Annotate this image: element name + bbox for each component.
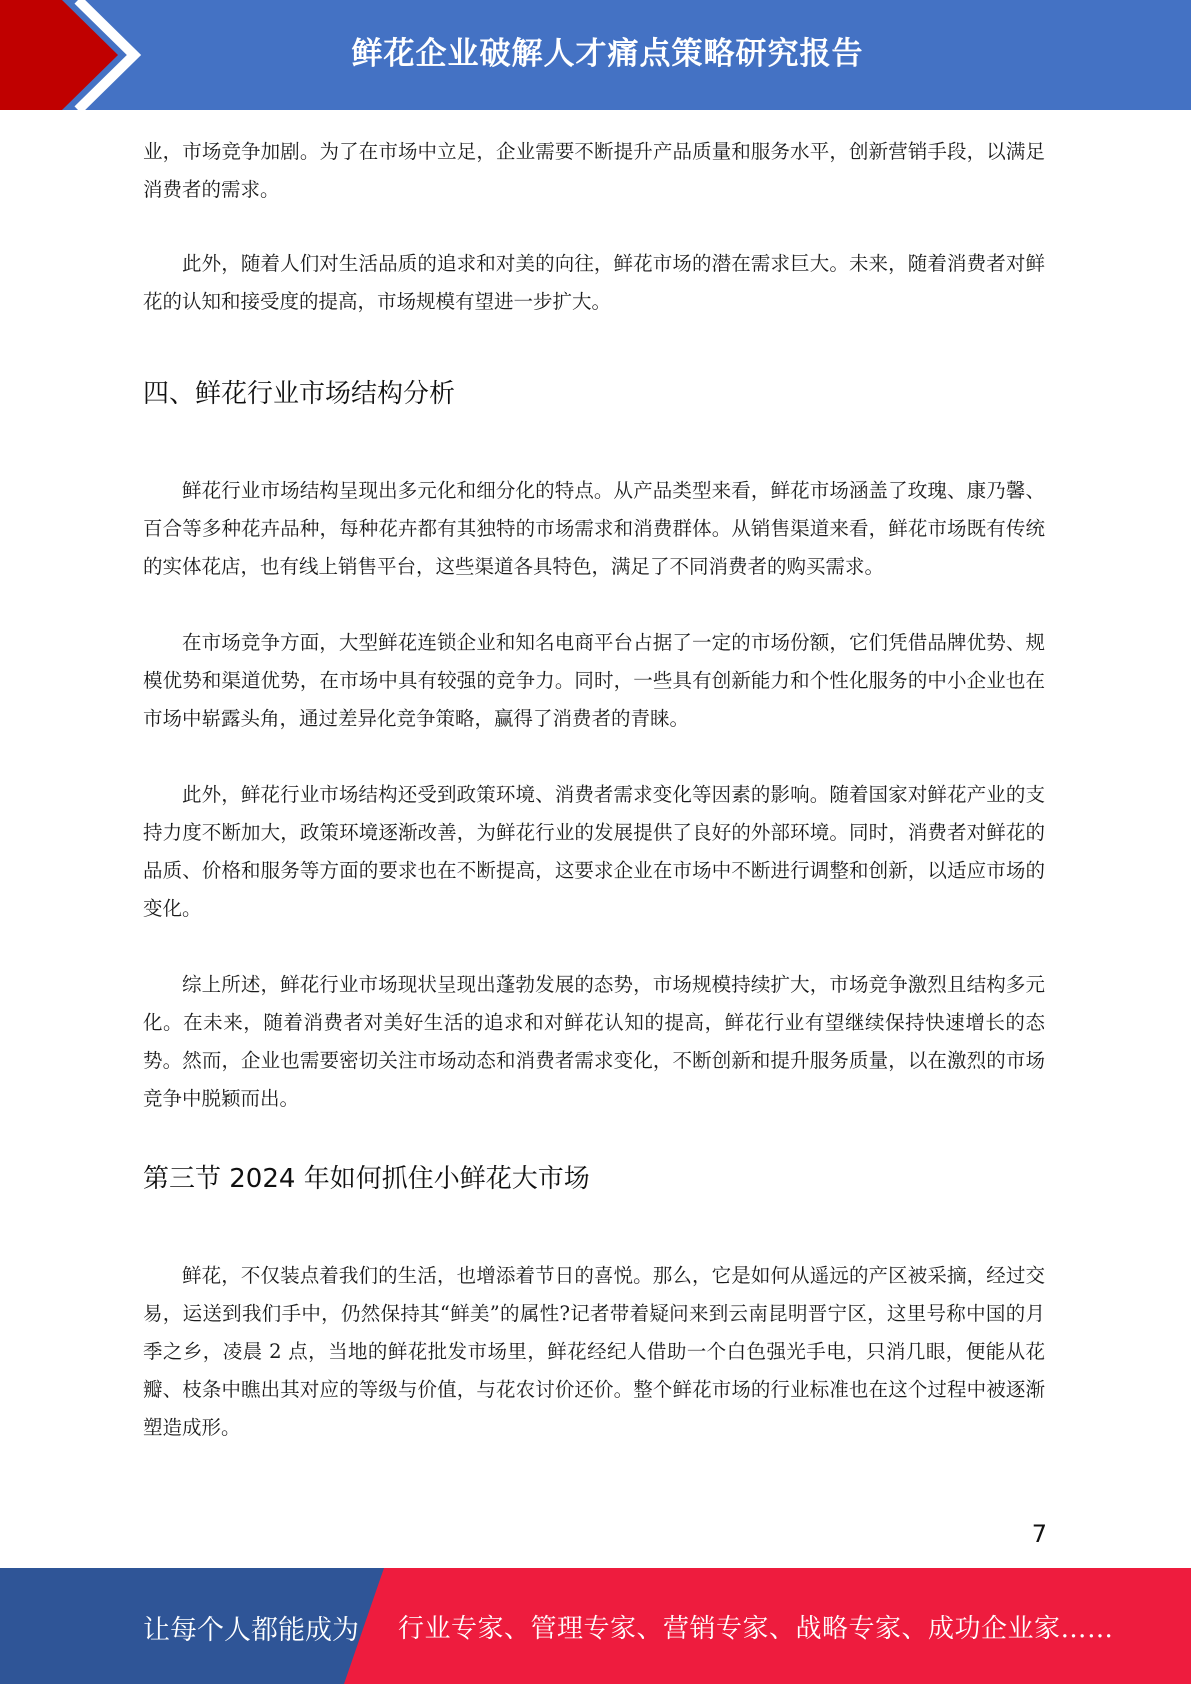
paragraph: 此外，随着人们对生活品质的追求和对美的向往，鲜花市场的潜在需求巨大。未来，随着消费者对鲜花的认知和接受度的提高，市场规模有望进一步扩大。	[143, 252, 1045, 313]
page-number: 7	[1031, 1520, 1047, 1548]
paragraph: 在市场竞争方面，大型鲜花连锁企业和知名电商平台占据了一定的市场份额，它们凭借品牌优势、规模优势和渠道优势，在市场中具有较强的竞争力。同时，一些具有创新能力和个性化服务的中小企业也在市场中崭露头角，通过差异化竞争策略，赢得了消费者的青睐。	[143, 631, 1045, 730]
paragraph: 鲜花行业市场结构呈现出多元化和细分化的特点。从产品类型来看，鲜花市场涵盖了玫瑰、康乃馨、百合等多种花卉品种，每种花卉都有其独特的市场需求和消费群体。从销售渠道来看，鲜花市场既有传统的实体花店，也有线上销售平台，这些渠道各具特色，满足了不同消费者的购买需求。	[143, 479, 1045, 578]
paragraph: 此外，鲜花行业市场结构还受到政策环境、消费者需求变化等因素的影响。随着国家对鲜花产业的支持力度不断加大，政策环境逐渐改善，为鲜花行业的发展提供了良好的外部环境。同时，消费者对鲜花的品质、价格和服务等方面的要求也在不断提高，这要求企业在市场中不断进行调整和创新，以适应市场的变化。	[143, 783, 1045, 920]
footer-slogan-left: 让每个人都能成为	[143, 1615, 359, 1646]
footer-slogan-right: 行业专家、管理专家、营销专家、战略专家、成功企业家……	[398, 1614, 1114, 1644]
report-title: 鲜花企业破解人才痛点策略研究报告	[351, 36, 864, 72]
paragraph: 业，市场竞争加剧。为了在市场中立足，企业需要不断提升产品质量和服务水平，创新营销手段，以满足消费者的需求。	[143, 140, 1045, 201]
paragraph: 鲜花，不仅装点着我们的生活，也增添着节日的喜悦。那么，它是如何从遥远的产区被采摘，经过交易，运送到我们手中，仍然保持其“鲜美”的属性?记者带着疑问来到云南昆明晋宁区，这里号称中国的月季之乡，凌晨 2 点，当地的鲜花批发市场里，鲜花经纪人借助一个白色强光手电，只消几眼，便能从花瓣、枝条中瞧出其对应的等级与价值，与花农讨价还价。整个鲜花市场的行业标准也在这个过程中被逐渐塑造成形。	[143, 1264, 1045, 1439]
section-heading: 四、鲜花行业市场结构分析	[143, 379, 456, 409]
section-heading: 第三节 2024 年如何抓住小鲜花大市场	[143, 1164, 590, 1194]
page-header	[0, 0, 1191, 110]
paragraph: 综上所述，鲜花行业市场现状呈现出蓬勃发展的态势，市场规模持续扩大，市场竞争激烈且结构多元化。在未来，随着消费者对美好生活的追求和对鲜花认知的提高，鲜花行业有望继续保持快速增长的态势。然而，企业也需要密切关注市场动态和消费者需求变化，不断创新和提升服务质量，以在激烈的市场竞争中脱颖而出。	[143, 973, 1045, 1110]
page-content	[143, 133, 1045, 1447]
page-footer	[0, 1568, 1191, 1684]
